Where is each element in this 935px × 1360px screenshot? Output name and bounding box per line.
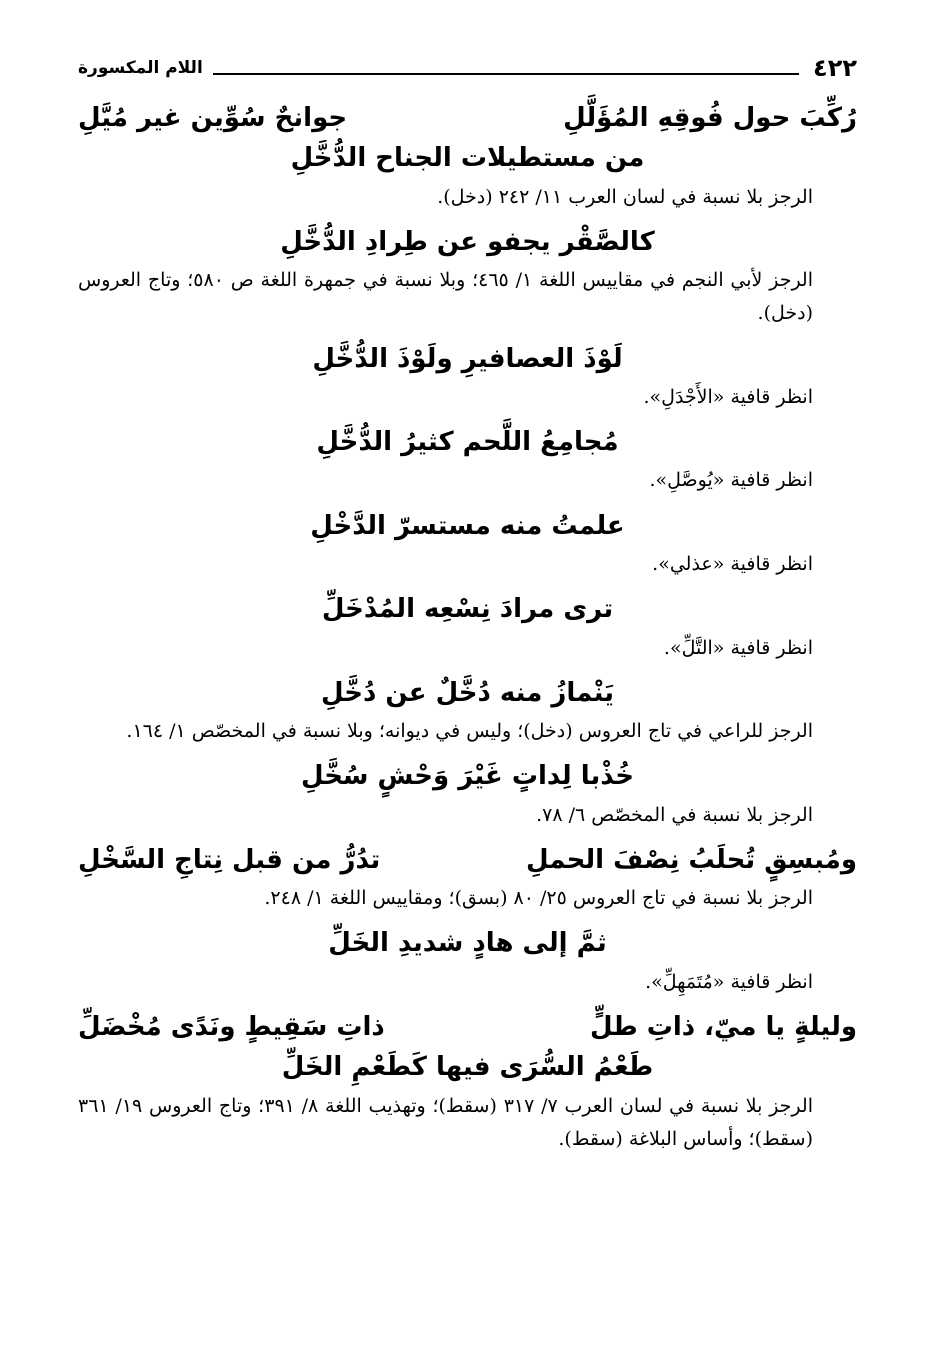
verse-hemistich-first: ومُبسِقٍ تُحلَبُ نِصْفَ الحملِ [526, 844, 857, 875]
verse-hemistich-second: جوانحٌ سُوِّين غير مُيَّلِ [78, 103, 348, 133]
verse-hemistich-first: رُكِّبَ حول فُوقِهِ المُؤَلَّلِ [563, 103, 857, 133]
verse-line: طَعْمُ السُّرَى فيها كَطَعْمِ الخَلِّ [281, 1052, 654, 1083]
verse-line: ترى مرادَ نِسْعِه المُدْخَلِّ [321, 594, 614, 625]
verse-line: لَوْذَ العصافيرِ ولَوْذَ الدُّخَّلِ [312, 343, 623, 374]
header-rule [213, 73, 799, 75]
source-note: الرجز بلا نسبة في المخصّص ٦/ ٧٨. [536, 803, 813, 826]
source-note: الرجز بلا نسبة في لسان العرب ١١/ ٢٤٢ (دخل). [437, 185, 813, 208]
verse-line [78, 1007, 857, 1047]
verse-hemistich-first: وليلةٍ يا ميّ، ذاتِ طلٍّ [589, 1012, 857, 1043]
page-number: ٤٢٢ [813, 54, 857, 82]
page-header [78, 50, 857, 86]
verse-line: خُذْبا لِداتٍ غَيْرَ وَحْشٍ سُخَّلِ [300, 761, 635, 792]
cross-reference-note: انظر قافية «الأَجْدَلِ». [643, 385, 813, 408]
cross-reference-note: انظر قافية «يُوصَّلِ». [649, 469, 813, 492]
verse-line: يَنْمازُ منه دُخَّلٌ عن دُخَّلِ [321, 677, 614, 708]
verse-line: علمتُ منه مستسرّ الدَّخْلِ [310, 510, 625, 541]
verse-line: من مستطيلات الجناح الدُّخَّلِ [290, 143, 645, 174]
verse-hemistich-second: تدُرُّ من قبل نِتاجِ السَّخْلِ [78, 844, 381, 875]
source-note: الرجز بلا نسبة في تاج العروس ٢٥/ ٨٠ (بسق)؛ ومقاييس اللغة ١/ ٢٤٨. [264, 887, 813, 910]
verse-line: كالصَّقْر يجفو عن طِرادِ الدُّخَّلِ [280, 226, 655, 257]
running-title: اللام المكسورة [78, 58, 203, 78]
source-note: الرجز لأبي النجم في مقاييس اللغة ١/ ٤٦٥؛ وبلا نسبة في جمهرة اللغة ص ٥٨٠؛ وتاج العروس (دخل). [78, 269, 813, 325]
cross-reference-note: انظر قافية «عذلي». [652, 553, 813, 576]
source-note: الرجز للراعي في تاج العروس (دخل)؛ وليس في ديوانه؛ وبلا نسبة في المخصّص ١/ ١٦٤. [126, 720, 813, 743]
source-note: الرجز بلا نسبة في لسان العرب ٧/ ٣١٧ (سقط)؛ وتهذيب اللغة ٨/ ٣٩١؛ وتاج العروس ١٩/ ٣٦١ (سقط)؛ وأساس البلاغة (سقط). [78, 1094, 813, 1150]
verse-line [78, 98, 857, 138]
verse-line: مُجامِعُ اللَّحم كثيرُ الدُّخَّلِ [316, 427, 619, 458]
verse-line: ثمَّ إلى هادٍ شديدِ الخَلِّ [328, 928, 607, 959]
cross-reference-note: انظر قافية «التَّلِّ». [663, 636, 813, 659]
verse-line [78, 840, 857, 880]
verse-hemistich-second: ذاتِ سَقِيطٍ ونَدًى مُخْضَلِّ [78, 1012, 385, 1043]
cross-reference-note: انظر قافية «مُتَمَهِلِّ». [645, 970, 813, 993]
